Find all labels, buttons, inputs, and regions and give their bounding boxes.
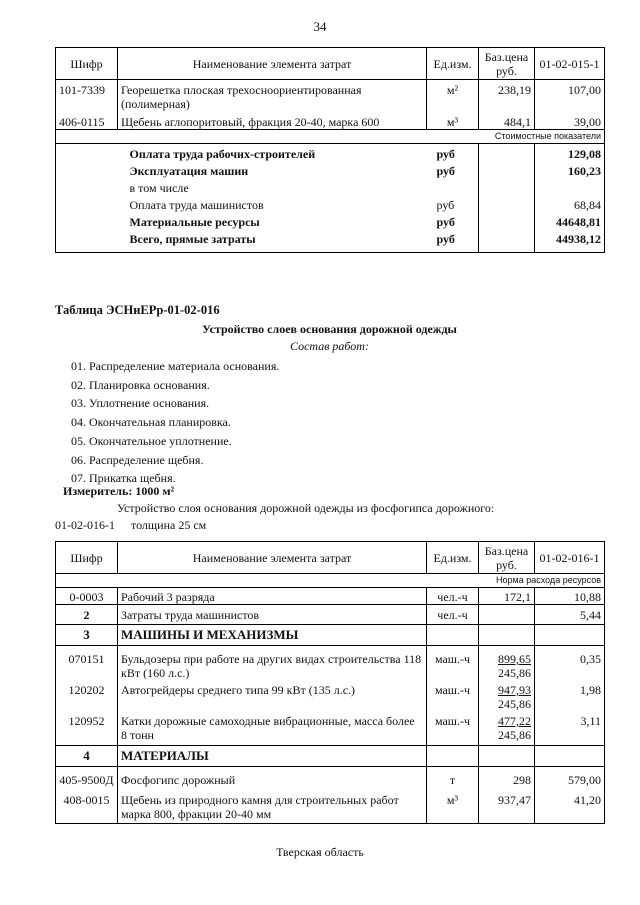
cell-price: 298 xyxy=(479,767,535,788)
norm-label: Норма расхода ресурсов xyxy=(56,574,605,588)
norm-label-row xyxy=(56,574,605,588)
description: Устройство слоя основания дорожной одежды из фосфогипса дорожного: xyxy=(117,501,495,515)
list-item: 04. Окончательная планировка. xyxy=(71,415,231,430)
header-unit: Ед.изм. xyxy=(427,48,479,80)
table-row xyxy=(56,625,605,646)
summary-row xyxy=(56,195,605,212)
summary-name: Материальные ресурсы xyxy=(129,215,260,229)
cell-price xyxy=(479,646,535,681)
cell-value: 1,98 xyxy=(535,680,605,711)
summary-row xyxy=(56,178,605,195)
item-text: толщина 25 см xyxy=(131,518,207,532)
summary-name: Всего, прямые затраты xyxy=(129,232,256,246)
section-subtitle: Устройство слоев основания дорожной одежды xyxy=(202,322,457,336)
cell-code: 070151 xyxy=(56,646,118,681)
cell-unit: м³ xyxy=(427,787,479,824)
cell-name: Автогрейдеры среднего типа 99 кВт (135 л.с.) xyxy=(118,680,427,711)
cell-price: 172,1 xyxy=(479,588,535,605)
table-row xyxy=(56,646,605,681)
summary-value: 44648,81 xyxy=(556,215,601,229)
cost-label: Стоимостные показатели xyxy=(56,130,605,144)
summary-value: 44938,12 xyxy=(556,232,601,246)
list-item: 03. Уплотнение основания. xyxy=(71,396,210,411)
cell-name: Рабочий 3 разряда xyxy=(118,588,427,605)
cell-unit: м³ xyxy=(427,111,479,130)
cost-table-016 xyxy=(55,541,605,824)
list-item: 01. Распределение материала основания. xyxy=(71,359,280,373)
table-row xyxy=(56,787,605,824)
cell-name: МАШИНЫ И МЕХАНИЗМЫ xyxy=(118,625,427,646)
header-code: Шифр xyxy=(56,48,118,80)
summary-value: 68,84 xyxy=(574,198,601,212)
header-name: Наименование элемента затрат xyxy=(118,542,427,574)
cell-name: Щебень из природного камня для строительных работ марка 800, фракции 20-40 мм xyxy=(118,787,427,824)
summary-name: в том числе xyxy=(129,181,189,195)
list-item: 06. Распределение щебня. xyxy=(71,452,204,467)
summary-row xyxy=(56,212,605,229)
list-item: 02. Планировка основания. xyxy=(71,377,210,392)
cell-unit: м² xyxy=(427,80,479,112)
table-row xyxy=(56,588,605,605)
cell-price: 484,1 xyxy=(479,111,535,130)
cell-code: 2 xyxy=(56,605,118,625)
summary-unit: руб xyxy=(427,161,479,178)
table-row xyxy=(56,767,605,788)
cell-unit: чел.-ч xyxy=(427,588,479,605)
summary-unit: руб xyxy=(427,212,479,229)
price-machine: 477,22 xyxy=(498,714,531,728)
footer-region: Тверская область xyxy=(276,845,364,859)
cell-code: 4 xyxy=(56,746,118,767)
cell-unit: чел.-ч xyxy=(427,605,479,625)
header-code: Шифр xyxy=(56,542,118,574)
summary-row xyxy=(56,144,605,162)
summary-value: 129,08 xyxy=(568,147,601,161)
cell-code: 406-0115 xyxy=(56,111,118,130)
cell-price: 238,19 xyxy=(479,80,535,112)
header-name: Наименование элемента затрат xyxy=(118,48,427,80)
price-labor: 245,86 xyxy=(498,666,531,680)
table-row xyxy=(56,680,605,711)
cell-unit: маш.-ч xyxy=(427,680,479,711)
cell-price xyxy=(479,711,535,746)
cell-value: 579,00 xyxy=(535,767,605,788)
table-row xyxy=(56,80,605,112)
cell-value: 0,35 xyxy=(535,646,605,681)
summary-value: 160,23 xyxy=(568,164,601,178)
cell-name: Георешетка плоская трехосноориентированная (полимерная) xyxy=(118,80,427,112)
table-header-row xyxy=(56,542,605,574)
price-labor: 245,86 xyxy=(498,697,531,711)
table-row xyxy=(56,111,605,130)
price-machine: 899,65 xyxy=(498,652,531,666)
cost-table-015 xyxy=(55,47,605,253)
cell-code: 101-7339 xyxy=(56,80,118,112)
cell-name: Щебень аглопоритовый, фракция 20-40, марка 600 xyxy=(118,111,427,130)
cell-code: 408-0015 xyxy=(56,787,118,824)
item-code: 01-02-016-1 xyxy=(55,518,115,532)
cell-unit: маш.-ч xyxy=(427,646,479,681)
cell-value: 39,00 xyxy=(535,111,605,130)
header-price: Баз.цена руб. xyxy=(479,48,535,80)
header-norm: 01-02-016-1 xyxy=(535,542,605,574)
cell-name: Катки дорожные самоходные вибрационные, масса более 8 тонн xyxy=(118,711,427,746)
list-item: 05. Окончательное уплотнение. xyxy=(71,433,232,448)
cell-price xyxy=(479,680,535,711)
summary-unit: руб xyxy=(427,144,479,162)
price-machine: 947,93 xyxy=(498,683,531,697)
table-header-row xyxy=(56,48,605,80)
works-list xyxy=(71,357,279,488)
summary-row xyxy=(56,229,605,253)
summary-unit: руб xyxy=(427,229,479,253)
cell-value: 5,44 xyxy=(535,605,605,625)
cell-price: 937,47 xyxy=(479,787,535,824)
page-number: 34 xyxy=(313,19,327,34)
table-row xyxy=(56,605,605,625)
summary-name: Оплата труда рабочих-строителей xyxy=(129,147,316,161)
cell-name: Фосфогипс дорожный xyxy=(118,767,427,788)
cell-unit: маш.-ч xyxy=(427,711,479,746)
cell-value: 41,20 xyxy=(535,787,605,824)
summary-name: Оплата труда машинистов xyxy=(129,198,264,212)
cell-code: 3 xyxy=(56,625,118,646)
cell-code: 120202 xyxy=(56,680,118,711)
cell-code: 0-0003 xyxy=(56,588,118,605)
cell-value: 10,88 xyxy=(535,588,605,605)
cell-value: 3,11 xyxy=(535,711,605,746)
summary-unit: руб xyxy=(427,195,479,212)
cell-code: 120952 xyxy=(56,711,118,746)
cell-name: Затраты труда машинистов xyxy=(118,605,427,625)
header-price: Баз.цена руб. xyxy=(479,542,535,574)
table-title: Таблица ЭСНиЕРр-01-02-016 xyxy=(55,303,220,317)
cell-name: Бульдозеры при работе на других видах строительства 118 кВт (160 л.с.) xyxy=(118,646,427,681)
cell-code: 405-9500Д xyxy=(56,767,118,788)
summary-name: Эксплуатация машин xyxy=(129,164,249,178)
cell-name: МАТЕРИАЛЫ xyxy=(118,746,427,767)
list-item: 07. Прикатка щебня. xyxy=(71,471,176,486)
table-row xyxy=(56,746,605,767)
cell-value: 107,00 xyxy=(535,80,605,112)
cost-label-row xyxy=(56,130,605,144)
header-norm: 01-02-015-1 xyxy=(535,48,605,80)
summary-row xyxy=(56,161,605,178)
cell-unit: т xyxy=(427,767,479,788)
works-heading: Состав работ: xyxy=(290,339,369,353)
meter: Измеритель: 1000 м² xyxy=(63,484,175,498)
table-row xyxy=(56,711,605,746)
header-unit: Ед.изм. xyxy=(427,542,479,574)
price-labor: 245,86 xyxy=(498,728,531,742)
